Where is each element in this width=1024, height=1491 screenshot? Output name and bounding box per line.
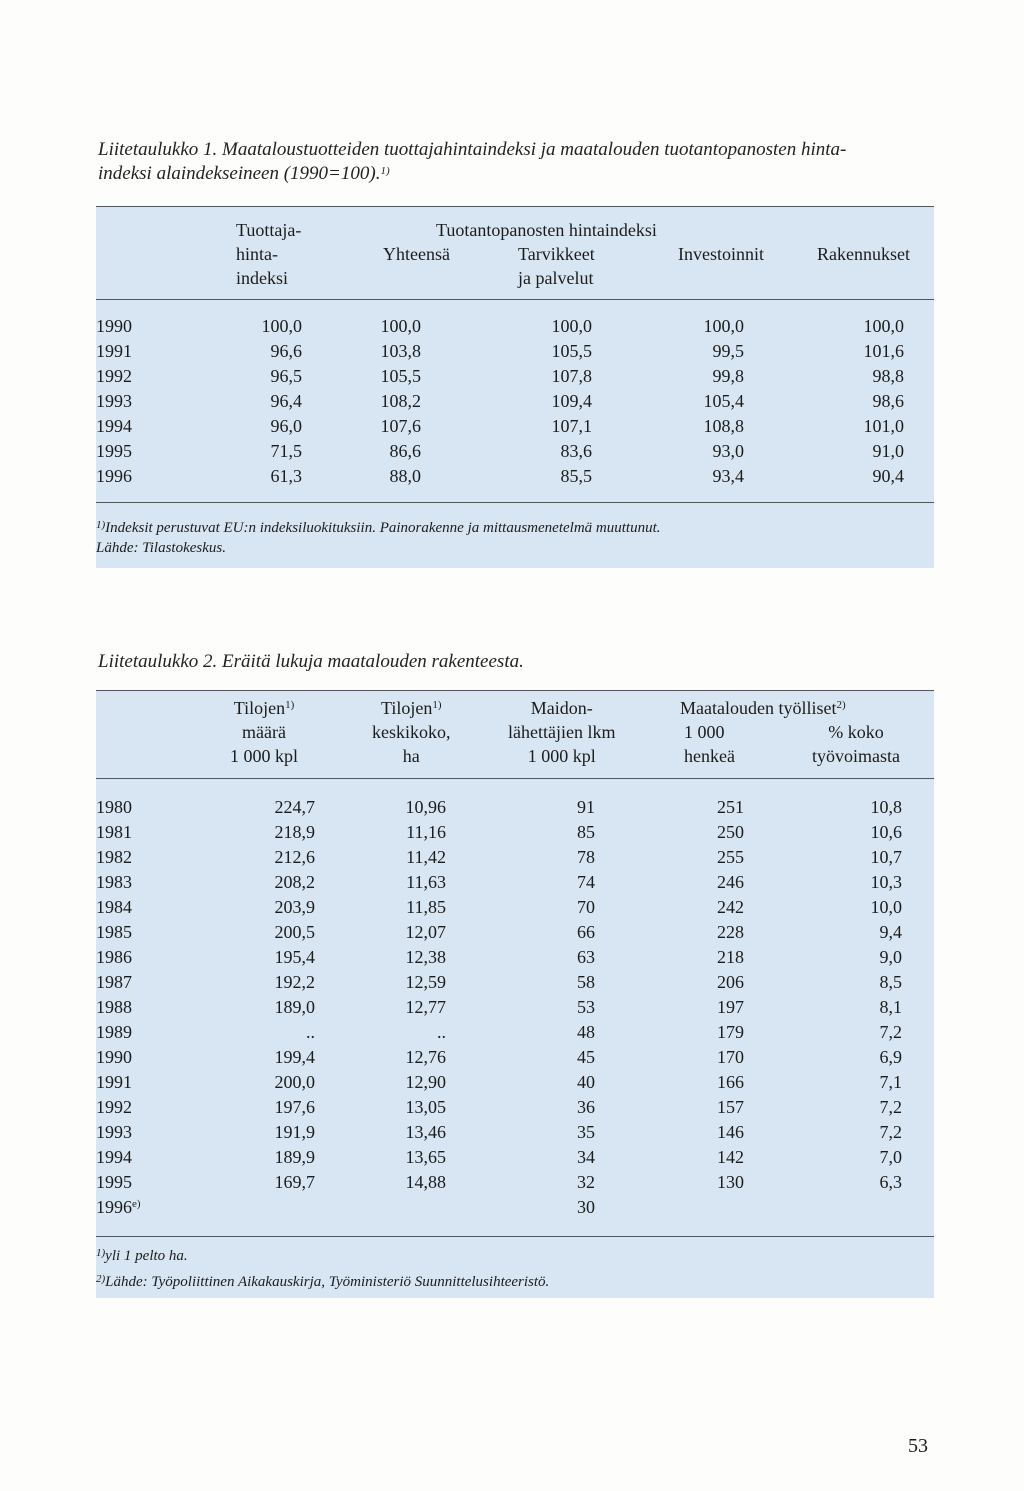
table-cell — [744, 1195, 902, 1220]
table-row — [96, 1095, 902, 1120]
table-cell: 10,6 — [870, 822, 902, 842]
table-cell: 100,0 — [551, 316, 592, 336]
table-cell: 7,0 — [879, 1147, 902, 1167]
table-cell: 96,6 — [270, 341, 302, 361]
table-cell: 246 — [717, 872, 744, 892]
table1-note1: $^{1)}$Indeksit perustuvat EU:n indeksiluokituksiin. Painorakenne ja mittausmenetelmä muuttunut. — [96, 519, 661, 536]
table-cell: 6,9 — [879, 1047, 902, 1067]
table-cell: 200,5 — [274, 922, 315, 942]
table-row — [96, 1070, 902, 1095]
year-cell: 1994 — [96, 416, 132, 436]
table-cell: 11,85 — [406, 897, 446, 917]
table1-header-rule — [96, 299, 934, 300]
page-number: 53 — [908, 1435, 928, 1457]
table-cell — [315, 1195, 446, 1220]
table-cell: 71,5 — [270, 441, 302, 461]
table-cell: 12,90 — [405, 1072, 446, 1092]
table-cell: 96,4 — [270, 391, 302, 411]
table-row — [96, 920, 902, 945]
year-cell: 1986 — [96, 947, 132, 967]
table2-note1: $^{1)}$yli 1 pelto ha. — [96, 1247, 188, 1264]
table1-caption-line1: Liitetaulukko 1. Maataloustuotteiden tuottajahintaindeksi ja maatalouden tuotantopanosten hinta- — [98, 139, 847, 160]
table-cell: 93,0 — [712, 441, 744, 461]
table-cell: 30 — [577, 1197, 595, 1217]
year-cell: 1991 — [96, 1072, 132, 1092]
table-cell: 8,5 — [879, 972, 902, 992]
table-cell: 142 — [717, 1147, 744, 1167]
table-cell: 78 — [577, 847, 595, 867]
table-cell: 13,46 — [405, 1122, 446, 1142]
table-cell: 10,0 — [870, 897, 902, 917]
table-cell: 242 — [717, 897, 744, 917]
table-cell: 61,3 — [270, 466, 302, 486]
year-cell: 1996 — [96, 466, 132, 486]
table-cell: 101,0 — [863, 416, 904, 436]
table-cell: 36 — [577, 1097, 595, 1117]
table-cell: 99,8 — [712, 366, 744, 386]
table-cell: 169,7 — [274, 1172, 315, 1192]
year-cell: 1987 — [96, 972, 132, 992]
table-cell: 96,5 — [270, 366, 302, 386]
table-cell: 98,6 — [872, 391, 904, 411]
table2-header-share: % koko työvoimasta — [812, 722, 900, 766]
year-cell: 1989 — [96, 1022, 132, 1042]
table-cell: 208,2 — [274, 872, 315, 892]
table-cell: 34 — [577, 1147, 595, 1167]
table-cell — [191, 1195, 315, 1220]
table-cell: 48 — [577, 1022, 595, 1042]
table-cell: 45 — [577, 1047, 595, 1067]
table-cell: 58 — [577, 972, 595, 992]
table1-header-group: Tuotantopanosten hintaindeksi — [436, 220, 657, 240]
table-cell: 206 — [717, 972, 744, 992]
table-row — [96, 870, 902, 895]
table2-bottom-rule — [96, 1236, 934, 1237]
table-cell: 83,6 — [560, 441, 592, 461]
year-cell: 1995 — [96, 1172, 132, 1192]
table-cell: 100,0 — [380, 316, 421, 336]
table-row — [96, 970, 902, 995]
table1-caption-sup: 1) — [380, 165, 390, 177]
table-cell: 13,05 — [405, 1097, 446, 1117]
table-cell: 203,9 — [274, 897, 315, 917]
table-cell: 105,5 — [551, 341, 592, 361]
table-row — [96, 464, 904, 489]
table-cell: 195,4 — [274, 947, 315, 967]
year-cell: 1991 — [96, 341, 132, 361]
table-cell: 12,07 — [405, 922, 446, 942]
table2-body — [96, 795, 902, 1220]
year-cell: 1992 — [96, 366, 132, 386]
year-cell: 1982 — [96, 847, 132, 867]
table1-header-buildings: Rakennukset — [817, 244, 910, 264]
table-cell: 189,0 — [274, 997, 315, 1017]
table-cell: 98,8 — [872, 366, 904, 386]
table-cell: 105,4 — [703, 391, 744, 411]
table-cell: 10,8 — [870, 797, 902, 817]
table-row — [96, 339, 904, 364]
table-row — [96, 945, 902, 970]
table-cell: 105,5 — [380, 366, 421, 386]
table-cell: 10,96 — [405, 797, 446, 817]
table-cell: 13,65 — [405, 1147, 446, 1167]
table-cell: 109,4 — [551, 391, 592, 411]
table-cell: 85,5 — [560, 466, 592, 486]
table-cell: 197,6 — [274, 1097, 315, 1117]
table1-top-rule — [96, 206, 934, 207]
year-cell: 1993 — [96, 1122, 132, 1142]
year-cell: 1993 — [96, 391, 132, 411]
table-cell: 40 — [577, 1072, 595, 1092]
table2-header-employed: 1 000 henkeä — [684, 722, 735, 766]
table-cell: 10,3 — [870, 872, 902, 892]
table-cell: 130 — [717, 1172, 744, 1192]
table-cell: 8,1 — [879, 997, 902, 1017]
table-cell: 192,2 — [274, 972, 315, 992]
table-cell: 12,77 — [405, 997, 446, 1017]
table-cell: 157 — [717, 1097, 744, 1117]
table-cell: 91 — [577, 797, 595, 817]
table-cell: 250 — [717, 822, 744, 842]
table1-bottom-rule — [96, 502, 934, 503]
table-cell: 212,6 — [274, 847, 315, 867]
table-cell: 35 — [577, 1122, 595, 1142]
table-cell: 103,8 — [380, 341, 421, 361]
table-cell: 255 — [717, 847, 744, 867]
year-cell: 1988 — [96, 997, 132, 1017]
table-row — [96, 414, 904, 439]
table2-header-employed-group: Maatalouden työlliset$^{2)}$ — [680, 698, 846, 718]
table-row — [96, 820, 902, 845]
table-cell: 100,0 — [261, 316, 302, 336]
table-row — [96, 364, 904, 389]
year-cell: 1992 — [96, 1097, 132, 1117]
table-cell: 224,7 — [274, 797, 315, 817]
table-row — [96, 1145, 902, 1170]
table1-header-investments: Investoinnit — [678, 244, 764, 264]
table-row — [96, 314, 904, 339]
table-cell: 101,6 — [863, 341, 904, 361]
table-cell: 11,16 — [406, 822, 446, 842]
table-cell: 12,59 — [405, 972, 446, 992]
table2-note2: $^{2)}$Lähde: Työpoliittinen Aikakauskirja, Työministeriö Suunnittelusihteeristö. — [96, 1273, 550, 1290]
table-cell: 228 — [717, 922, 744, 942]
table2-header-size: Tilojen$^{1)}$ keskikoko, ha — [372, 698, 451, 766]
table-cell: 108,8 — [703, 416, 744, 436]
table-cell — [595, 1195, 744, 1220]
table-cell: 7,2 — [879, 1122, 902, 1142]
table1-caption — [98, 138, 846, 186]
table-cell: 107,6 — [380, 416, 421, 436]
year-cell: 1994 — [96, 1147, 132, 1167]
table-row — [96, 1195, 902, 1220]
table-cell: 7,2 — [879, 1097, 902, 1117]
table1-header-supplies: Tarvikkeet ja palvelut — [518, 244, 595, 288]
table2-caption: Liitetaulukko 2. Eräitä lukuja maatalouden rakenteesta. — [98, 651, 524, 672]
table-cell: .. — [306, 1022, 315, 1042]
table-cell: 197 — [717, 997, 744, 1017]
table-cell: 7,2 — [879, 1022, 902, 1042]
table-cell: 107,1 — [551, 416, 592, 436]
table-cell: 63 — [577, 947, 595, 967]
table-row — [96, 1120, 902, 1145]
table1-header-producer: Tuottaja- hinta- indeksi — [236, 220, 302, 288]
table-cell: 108,2 — [380, 391, 421, 411]
table-cell: 189,9 — [274, 1147, 315, 1167]
table-row — [96, 439, 904, 464]
year-cell: 1980 — [96, 797, 132, 817]
table-row — [96, 1020, 902, 1045]
table-cell: 11,63 — [406, 872, 446, 892]
table-cell: 11,42 — [406, 847, 446, 867]
table-cell: 251 — [717, 797, 744, 817]
table-cell: 85 — [577, 822, 595, 842]
table-cell: 12,76 — [405, 1047, 446, 1067]
table-cell: 9,4 — [879, 922, 902, 942]
table-cell: 14,88 — [405, 1172, 446, 1192]
table-cell: 12,38 — [405, 947, 446, 967]
table-cell: 6,3 — [879, 1172, 902, 1192]
table-cell: 90,4 — [872, 466, 904, 486]
table-cell: 100,0 — [863, 316, 904, 336]
table-cell: 70 — [577, 897, 595, 917]
table1-caption-line2: indeksi alaindekseineen (1990=100).$^{1)}$ — [98, 163, 390, 184]
table-cell: 166 — [717, 1072, 744, 1092]
table-cell: 10,7 — [870, 847, 902, 867]
table-row — [96, 995, 902, 1020]
table2-header-rule — [96, 778, 934, 779]
year-cell: 1983 — [96, 872, 132, 892]
table-cell: 170 — [717, 1047, 744, 1067]
table-cell: 179 — [717, 1022, 744, 1042]
table2-header-milk: Maidon- lähettäjien lkm 1 000 kpl — [508, 698, 616, 766]
year-cell: 1995 — [96, 441, 132, 461]
table1-note2: Lähde: Tilastokeskus. — [96, 540, 226, 556]
table-cell: 99,5 — [712, 341, 744, 361]
table-cell: 32 — [577, 1172, 595, 1192]
table-cell: .. — [437, 1022, 446, 1042]
table-row — [96, 1170, 902, 1195]
year-cell: 1981 — [96, 822, 132, 842]
table-cell: 88,0 — [389, 466, 421, 486]
table-cell: 93,4 — [712, 466, 744, 486]
table1-panel — [96, 206, 934, 568]
table-row — [96, 795, 902, 820]
table1-header-total: Yhteensä — [383, 244, 450, 264]
table-row — [96, 389, 904, 414]
table-cell: 96,0 — [270, 416, 302, 436]
table-cell: 91,0 — [872, 441, 904, 461]
table-cell: 7,1 — [879, 1072, 902, 1092]
table-cell: 86,6 — [389, 441, 421, 461]
table2-top-rule — [96, 690, 934, 691]
table-cell: 9,0 — [879, 947, 902, 967]
year-note-sup: e) — [132, 1198, 141, 1210]
table-cell: 191,9 — [274, 1122, 315, 1142]
table2-header-farms: Tilojen$^{1)}$ määrä 1 000 kpl — [230, 698, 299, 766]
table-cell: 218,9 — [274, 822, 315, 842]
table-cell: 53 — [577, 997, 595, 1017]
table-row — [96, 845, 902, 870]
table1-body — [96, 314, 904, 489]
table-cell: 100,0 — [703, 316, 744, 336]
year-cell: 1990 — [96, 1047, 132, 1067]
table2-panel — [96, 690, 934, 1298]
year-cell: 1990 — [96, 316, 132, 336]
year-cell: 1996$^{e)}$ — [96, 1197, 141, 1217]
table-row — [96, 895, 902, 920]
year-cell: 1985 — [96, 922, 132, 942]
table-cell: 146 — [717, 1122, 744, 1142]
table-cell: 218 — [717, 947, 744, 967]
table-cell: 107,8 — [551, 366, 592, 386]
table-cell: 74 — [577, 872, 595, 892]
table-row — [96, 1045, 902, 1070]
table-cell: 66 — [577, 922, 595, 942]
table-cell: 199,4 — [274, 1047, 315, 1067]
table-cell: 200,0 — [274, 1072, 315, 1092]
year-cell: 1984 — [96, 897, 132, 917]
